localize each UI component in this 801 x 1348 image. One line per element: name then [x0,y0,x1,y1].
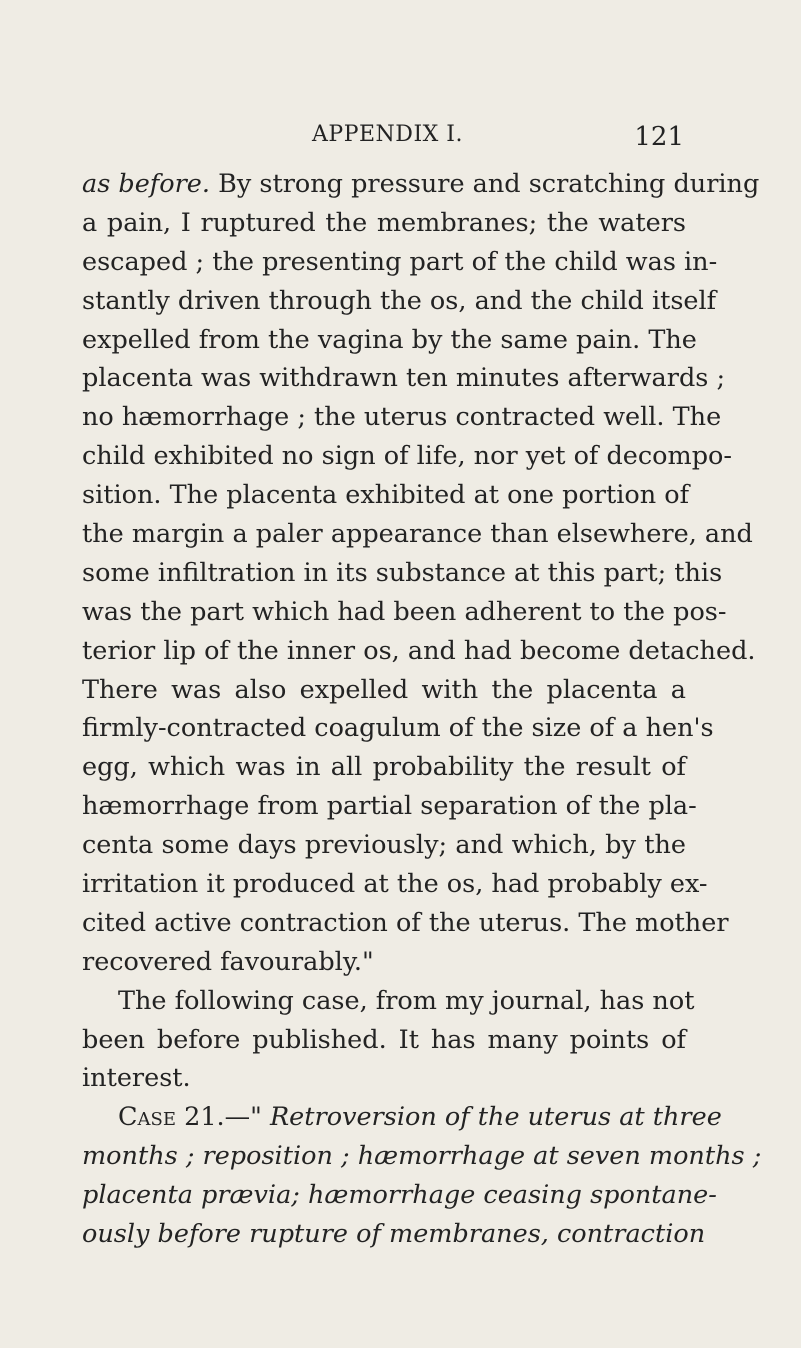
text-line [82,709,714,748]
text-run: Case [118,1102,176,1133]
text-run: some infiltration in its substance at this part; this [82,557,723,588]
text-line [82,1215,706,1254]
text-run: as before. [82,169,210,199]
running-head: APPENDIX I. [312,122,463,147]
text-run: egg, which was in all probability the result of [82,752,686,783]
text-line [82,204,686,243]
text-run: irritation it produced at the os, had probably ex- [82,869,708,900]
text-run: placenta prævia; hæmorrhage ceasing spontane- [82,1180,717,1211]
text-run: terior lip of the inner os, and had become detached. [82,635,756,666]
text-run: firmly-contracted coagulum of the size of a hen's [82,713,714,744]
text-run: the margin a paler appearance than elsewhere, and [82,519,753,550]
text-line [82,982,695,1021]
text-line [82,243,718,282]
text-run: child exhibited no sign of life, nor yet of decompo- [82,441,733,472]
text-run: a pain, I ruptured the membranes; the waters [82,207,686,238]
text-line [82,282,717,321]
text-line [82,515,753,554]
text-line [82,1021,686,1060]
text-run: months ; reposition ; hæmorrhage at seven months ; [82,1141,762,1172]
text-run: By strong pressure and scratching during [210,169,760,199]
text-run: interest. [82,1063,191,1094]
text-line [82,593,727,632]
text-run: expelled from the vagina by the same pain. The [82,324,697,355]
text-line [82,865,708,904]
text-line [82,748,686,787]
text-run: 21.—" [175,1102,270,1133]
text-run: placenta was withdrawn ten minutes afterwards ; [82,363,726,394]
page-number: 121 [634,122,684,152]
text-run: Retroversion of the uterus at three [269,1102,722,1133]
text-line [82,165,760,204]
text-run: been before published. It has many points of [82,1024,686,1055]
text-line [82,398,722,437]
text-run: escaped ; the presenting part of the child was in- [82,246,718,277]
text-line [82,632,756,671]
text-line [82,904,729,943]
text-run: ously before rupture of membranes, contraction [82,1219,706,1250]
text-run: recovered favourably." [82,946,374,977]
text-line [82,1098,722,1137]
text-run: stantly driven through the os, and the child itself [82,285,717,316]
text-line [82,826,686,865]
text-line [82,1137,762,1176]
text-run: hæmorrhage from partial separation of the pla- [82,791,697,822]
text-line [82,1059,686,1098]
text-run: sition. The placenta exhibited at one portion of [82,480,690,511]
text-run: no hæmorrhage ; the uterus contracted well. The [82,402,722,433]
text-run: There was also expelled with the placenta a [82,674,686,705]
body-text [82,165,762,1254]
text-line [82,554,723,593]
text-run: was the part which had been adherent to the pos- [82,596,727,627]
text-line [82,359,726,398]
text-run: cited active contraction of the uterus. The mother [82,907,729,938]
text-line [82,1176,717,1215]
text-line [82,787,697,826]
text-line [82,476,690,515]
text-run: centa some days previously; and which, by the [82,830,686,861]
text-line [82,943,686,982]
text-line [82,437,733,476]
text-run: The following case, from my journal, has not [118,985,695,1016]
page-header [82,122,684,154]
text-line [82,321,697,360]
text-line [82,671,686,710]
